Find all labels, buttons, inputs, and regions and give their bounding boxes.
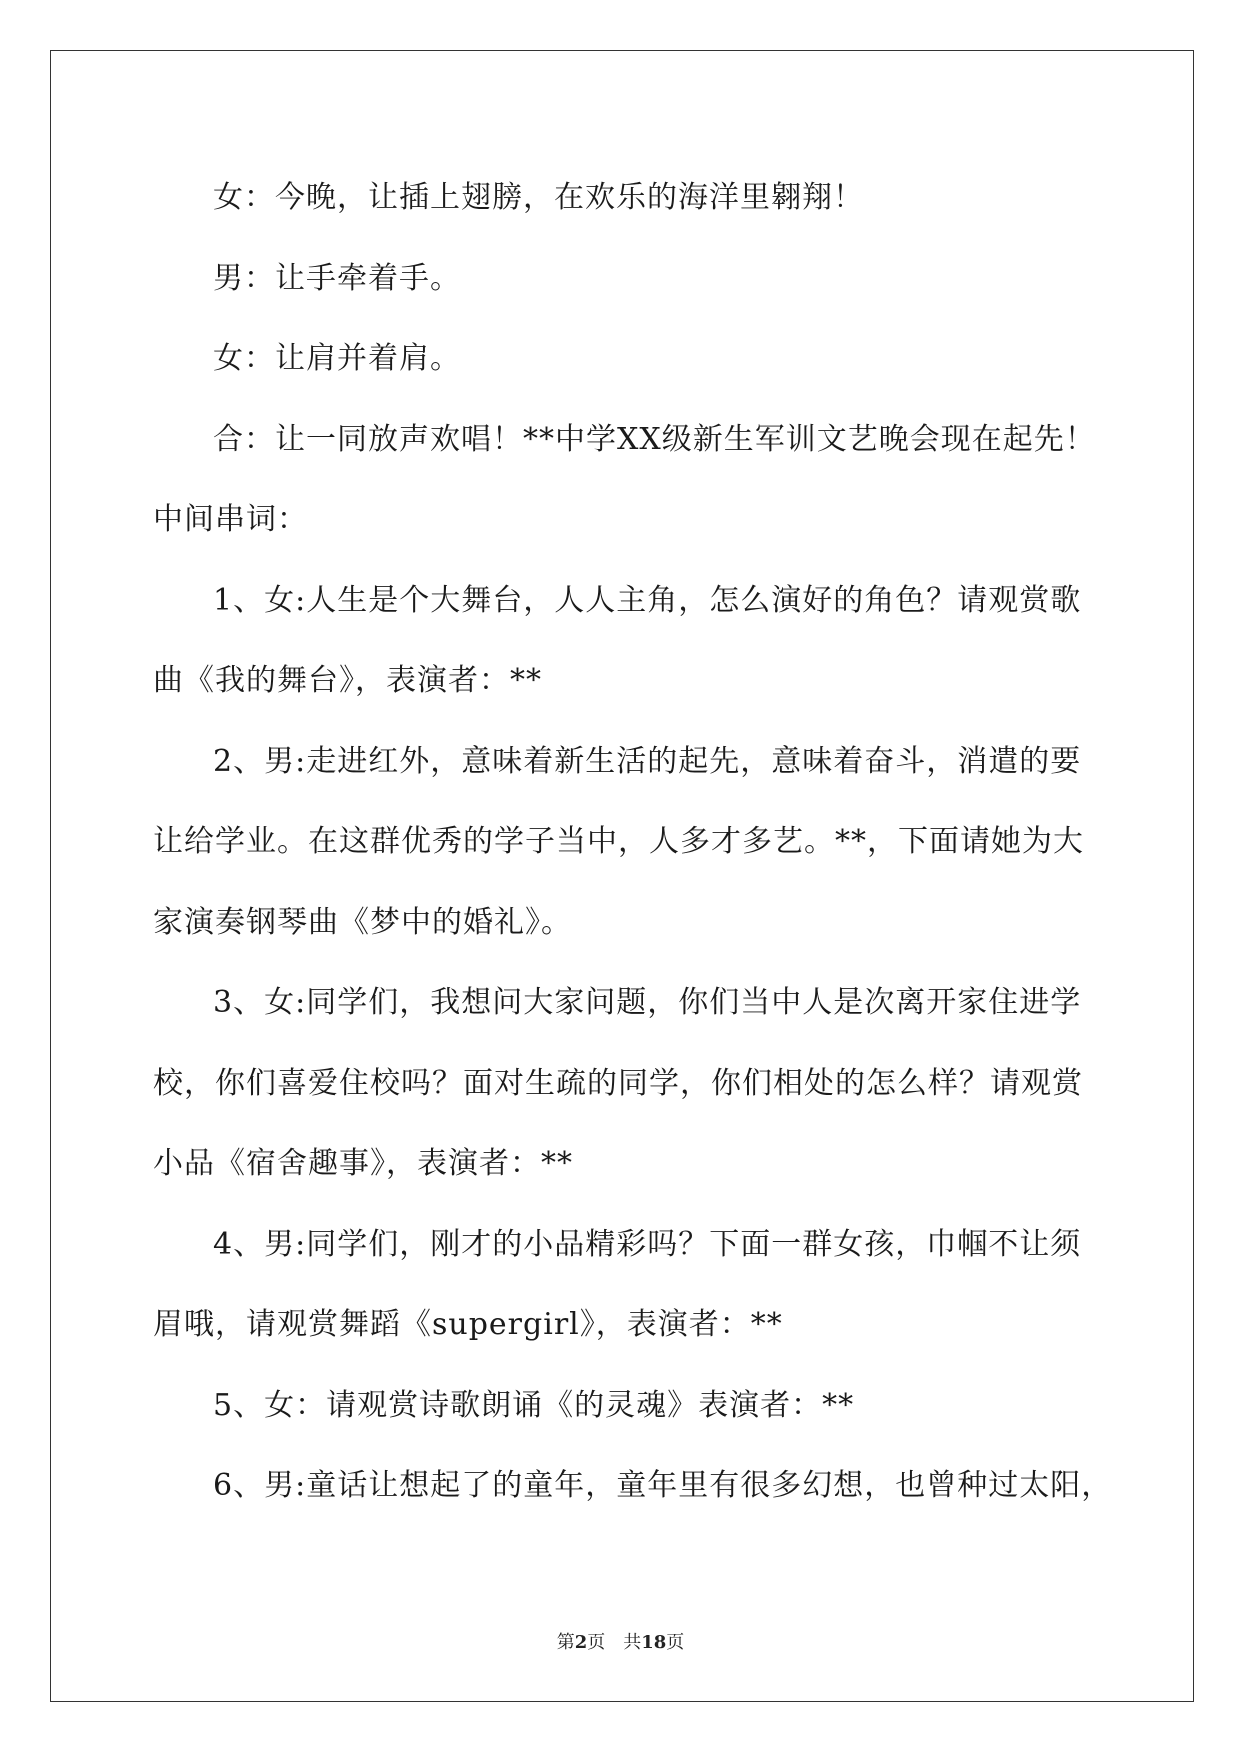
footer-prefix: 第 <box>556 1632 575 1653</box>
text-line: 6、男:童话让想起了的童年，童年里有很多幻想，也曾种过太阳， <box>213 1468 1113 1503</box>
current-page-number: 2 <box>574 1632 588 1653</box>
text-line: 3、女:同学们，我想问大家问题，你们当中人是次离开家住进学 <box>213 985 1082 1020</box>
text-line: 眉哦，请观赏舞蹈《supergirl》，表演者：** <box>153 1307 783 1342</box>
text-line: 女：让肩并着肩。 <box>213 341 461 376</box>
text-line: 女：今晚，让插上翅膀，在欢乐的海洋里翱翔！ <box>213 180 864 215</box>
document-body <box>153 158 1113 1527</box>
text-line: 曲《我的舞台》，表演者：** <box>153 663 542 698</box>
page-footer <box>0 1628 1241 1654</box>
total-page-count: 18 <box>641 1632 667 1653</box>
text-line: 校，你们喜爱住校吗？面对生疏的同学，你们相处的怎么样？请观赏 <box>153 1065 1083 1101</box>
text-line: 合：让一同放声欢唱！**中学XX级新生军训文艺晚会现在起先！ <box>213 421 1096 457</box>
footer-suffix: 页 <box>666 1632 685 1653</box>
text-line: 男：让手牵着手。 <box>213 260 461 296</box>
text-line: 让给学业。在这群优秀的学子当中，人多才多艺。**，下面请她为大 <box>153 824 1084 859</box>
text-line: 5、女：请观赏诗歌朗诵《的灵魂》表演者：** <box>213 1387 855 1423</box>
text-line: 2、男:走进红外，意味着新生活的起先，意味着奋斗，消遣的要 <box>213 743 1082 779</box>
footer-middle: 页 共 <box>587 1632 642 1653</box>
text-line: 小品《宿舍趣事》，表演者：** <box>153 1146 573 1181</box>
text-line: 1、女:人生是个大舞台，人人主角，怎么演好的角色？请观赏歌 <box>213 582 1082 618</box>
text-line: 家演奏钢琴曲《梦中的婚礼》。 <box>153 904 572 940</box>
text-line: 4、男:同学们，刚才的小品精彩吗？下面一群女孩，巾帼不让须 <box>213 1226 1082 1262</box>
section-heading: 中间串词： <box>153 502 308 537</box>
